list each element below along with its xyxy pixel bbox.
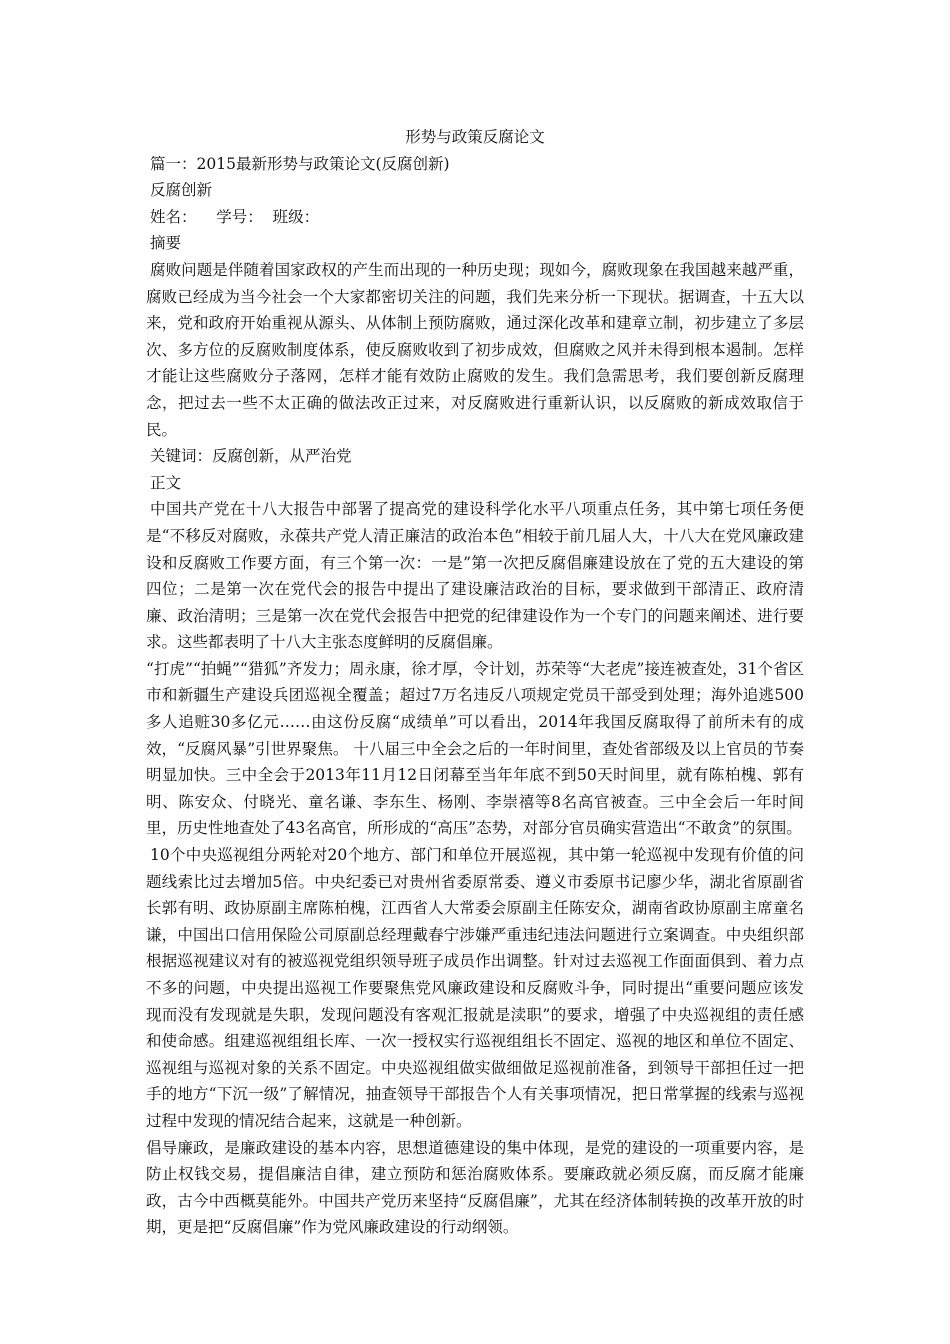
- document-title: 形势与政策反腐论文: [405, 128, 545, 146]
- body-label: 正文: [150, 473, 182, 492]
- body-paragraph-2: “打虎”“拍蝇”“猎狐”齐发力；周永康，徐才厚，令计划，苏荣等“大老虎”接连被查处，31个省区市和新疆生产建设兵团巡视全覆盖；超过7万名违反八项规定党员干部受到处理；海外追逃500多人追赃30多亿元……由这份反腐“成绩单”可以看出，2014年我国反腐取得了前所未有的成效，“反腐风暴”引世界聚焦。 十八届三中全会之后的一年时间里，查处省部级及以上官员的节奏明显加快。三中全会于2013年11月12日闭幕至当年年底不到50天时间里，就有陈柏槐、郭有明、陈安众、付晓光、童名谦、李东生、杨刚、李崇禧等8名高官被查。三中全会后一年时间里，历史性地查处了43名高官，所形成的“高压”态势，对部分官员确实营造出“不敢贪”的氛围。: [146, 659, 804, 838]
- keywords: 关键词：反腐创新，从严治党: [150, 447, 352, 466]
- subheading: 反腐创新: [150, 181, 213, 200]
- body-paragraph-1: 中国共产党在十八大报告中部署了提高党的建设科学化水平八项重点任务，其中第七项任务便是“不移反对腐败，永葆共产党人清正廉洁的政治本色”相较于前几届人大，十八大在党风廉政建设和反腐败工作要方面，有三个第一次：一是”第一次把反腐倡廉建设放在了党的五大建设的第四位；二是第一次在党代会的报告中提出了建设廉洁政治的目标，要求做到干部清正、政府清廉、政治清明；三是第一次在党代会报告中把党的纪律建设作为一个专门的问题来阐述、进行要求。这些都表明了十八大主张态度鲜明的反腐倡廉。: [146, 500, 804, 652]
- body-paragraph-3: 10个中央巡视组分两轮对20个地方、部门和单位开展巡视，其中第一轮巡视中发现有价值的问题线索比过去增加5倍。中央纪委已对贵州省委原常委、遵义市委原书记廖少华，湖北省原副省长郭有明、政协原副主席陈柏槐，江西省人大常委会原副主任陈安众，湖南省政协原副主席童名谦，中国出口信用保险公司原副总经理戴春宁涉嫌严重违纪违法问题进行立案调查。中央组织部根据巡视建议对有的被巡视党组织领导班子成员作出调整。针对过去巡视工作面面俱到、着力点不多的问题，中央提出巡视工作要聚焦党风廉政建设和反腐败斗争，同时提出“重要问题应该发现而没有发现就是失职，发现问题没有客观汇报就是渎职”的要求，增强了中央巡视组的责任感和使命感。组建巡视组组长库、一次一授权实行巡视组组长不固定、巡视的地区和单位不固定、巡视组与巡视对象的关系不固定。中央巡视组做实做细做足巡视前准备，到领导干部担任过一把手的地方“下沉一级”了解情况，抽查领导干部报告个人有关事项情况，把日常掌握的线索与巡视过程中发现的情况结合起来，这就是一种创新。: [146, 846, 804, 1130]
- body-paragraph-4: 倡导廉政，是廉政建设的基本内容，思想道德建设的集中体现，是党的建设的一项重要内容，是防止权钱交易，提倡廉洁自律，建立预防和惩治腐败体系。要廉政就必须反腐，而反腐才能廉政，古今中西概莫能外。中国共产党历来坚持“反腐倡廉”，尤其在经济体制转换的改革开放的时期，更是把“反腐倡廉”作为党风廉政建设的行动纲领。: [146, 1138, 804, 1237]
- abstract-label: 摘要: [150, 234, 182, 253]
- student-info: 姓名： 学号： 班级：: [150, 207, 320, 226]
- abstract-paragraph: 腐败问题是伴随着国家政权的产生而出现的一种历史现；现如今，腐败现象在我国越来越严重，腐败已经成为当今社会一个大家都密切关注的问题，我们先来分析一下现状。据调查，十五大以来，党和政府开始重视从源头、从体制上预防腐败，通过深化改革和建章立制，初步建立了多层次、多方位的反腐败制度体系，使反腐败收到了初步成效，但腐败之风并未得到根本遏制。怎样才能让这些腐败分子落网，怎样才能有效防止腐败的发生。我们急需思考，我们要创新反腐理念，把过去一些不太正确的做法改正过来，对反腐败进行重新认识，以反腐败的新成效取信于民。: [146, 260, 804, 439]
- section-heading: 篇一：2015最新形势与政策论文(反腐创新): [150, 154, 450, 173]
